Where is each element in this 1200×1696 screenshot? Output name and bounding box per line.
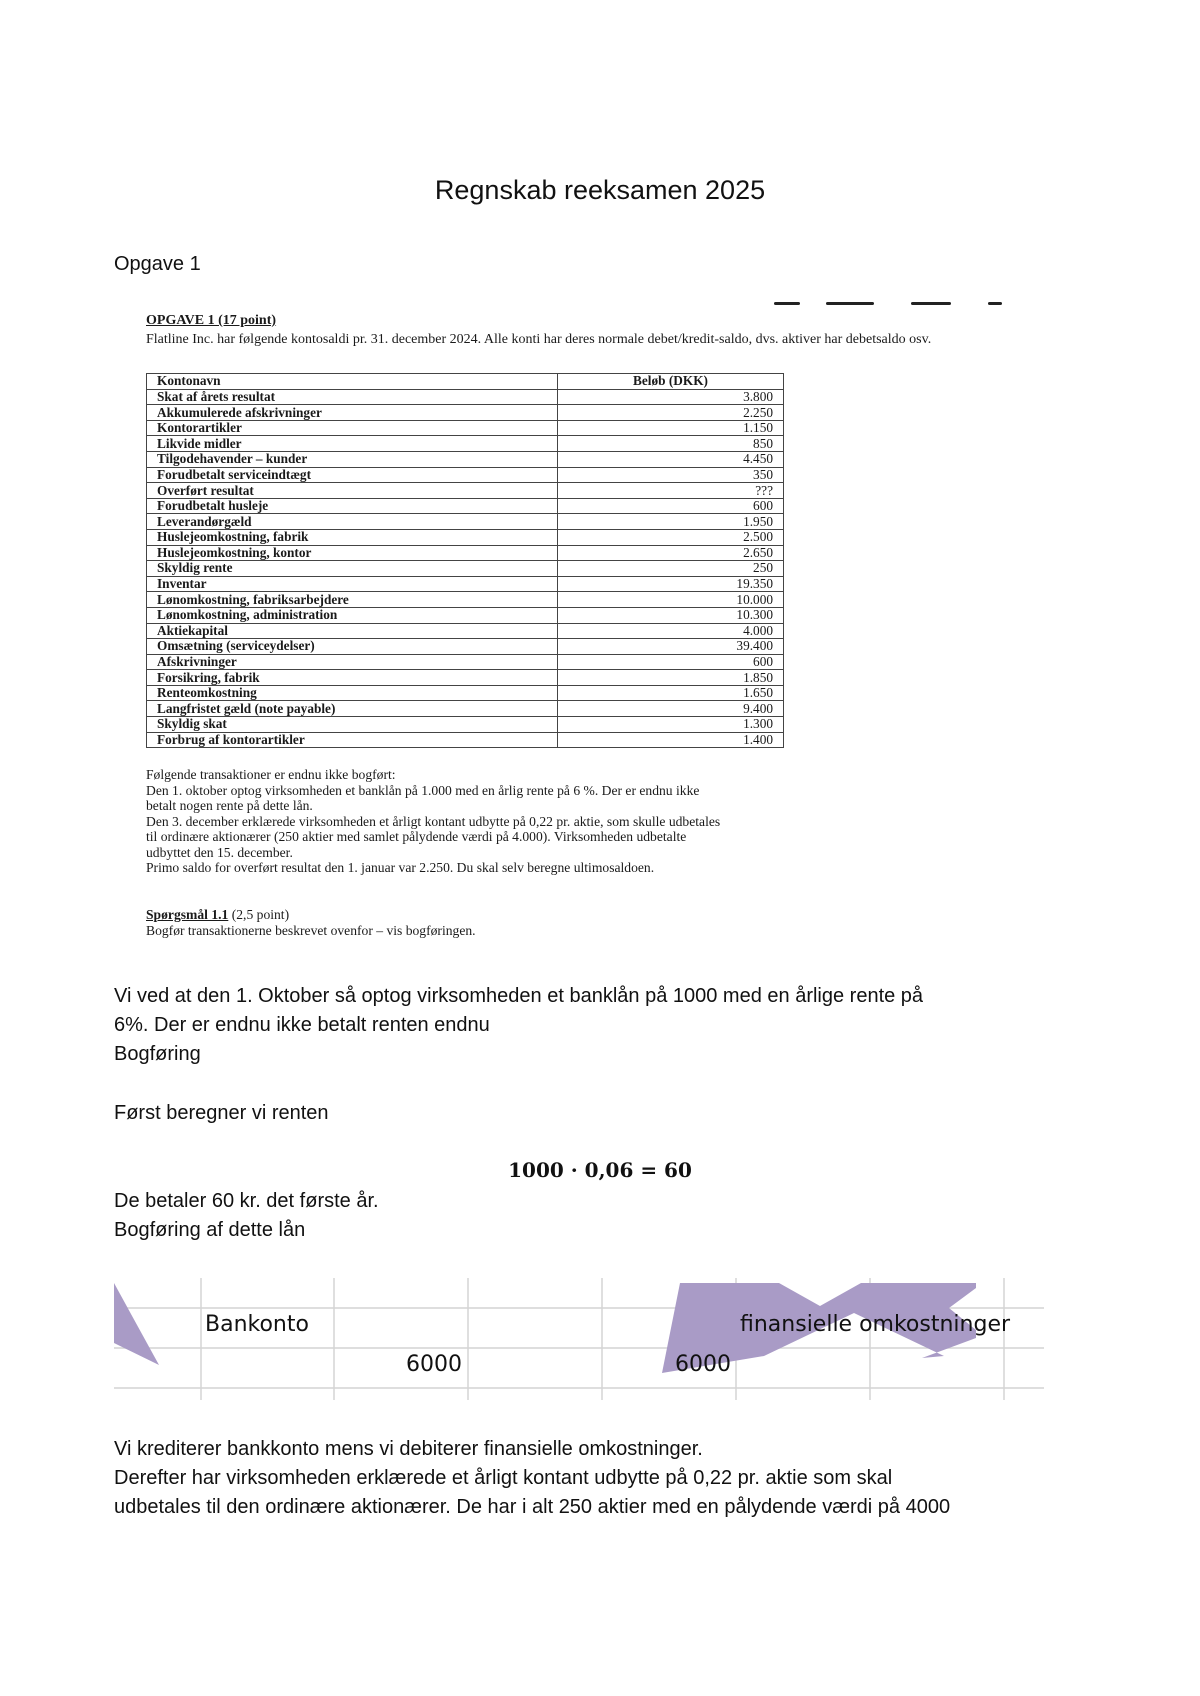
account-amount: 10.300 [558,607,784,623]
account-name: Skyldig rente [147,561,558,577]
text-line: De betaler 60 kr. det første år. [114,1190,379,1212]
account-name: Forudbetalt husleje [147,498,558,514]
credit-amount: 6000 [406,1352,462,1377]
answer-paragraph-3 [114,1187,1094,1245]
table-row [147,529,784,545]
text-line: 6%. Der er endnu ikke betalt renten endnu [114,1014,490,1036]
table-row [147,514,784,530]
account-name: Forsikring, fabrik [147,670,558,686]
account-name: Likvide midler [147,436,558,452]
account-amount: 10.000 [558,592,784,608]
account-amount: 1.400 [558,732,784,748]
account-amount: 3.800 [558,389,784,405]
text-line: Bogføring [114,1043,201,1065]
account-amount: 2.650 [558,545,784,561]
account-name: Renteomkostning [147,685,558,701]
answer-paragraph-2 [114,1099,1094,1128]
scan-heading: OPGAVE 1 (17 point) [146,313,277,328]
table-row [147,436,784,452]
account-amount: 600 [558,654,784,670]
table-row [147,701,784,717]
scan-intro: Flatline Inc. har følgende kontosaldi pr. 31. december 2024. Alle konti har deres normale debet/kredit-saldo, dvs. aktiver har debetsaldo osv. [146,332,932,347]
account-amount: 2.250 [558,405,784,421]
account-name: Leverandørgæld [147,514,558,530]
account-name: Tilgodehavender – kunder [147,451,558,467]
scan-transactions [146,767,1046,876]
table-row [147,639,784,655]
account-amount: 1.950 [558,514,784,530]
account-name: Kontorartikler [147,420,558,436]
transaction-line: Primo saldo for overført resultat den 1. januar var 2.250. Du skal selv beregne ultimosaldoen. [146,860,655,875]
account-name: Akkumulerede afskrivninger [147,405,558,421]
table-row [147,483,784,499]
account-amount: 19.350 [558,576,784,592]
scan-question [146,907,476,939]
table-row [147,389,784,405]
account-amount: 350 [558,467,784,483]
table-row [147,451,784,467]
table-row [147,467,784,483]
table-row [147,654,784,670]
table-row [147,561,784,577]
account-name: Aktiekapital [147,623,558,639]
table-row [147,576,784,592]
account-name: Skyldig skat [147,717,558,733]
account-name: Huslejeomkostning, kontor [147,545,558,561]
page-title: Regnskab reeksamen 2025 [434,175,766,205]
account-label-bank: Bankonto [205,1312,309,1337]
account-amount: 4.000 [558,623,784,639]
account-amount: 250 [558,561,784,577]
answer-paragraph-4 [114,1435,1094,1522]
table-row [147,405,784,421]
account-amount: 39.400 [558,639,784,655]
transaction-line: til ordinære aktionærer (250 aktier med samlet pålydende værdi på 4.000). Virksomheden udbetalte [146,829,687,844]
answer-paragraph-1 [114,982,1094,1069]
column-header-amount: Beløb (DKK) [558,374,784,390]
account-amount: 4.450 [558,451,784,467]
account-amount: 1.650 [558,685,784,701]
text-line: Derefter har virksomheden erklærede et årligt kontant udbytte på 0,22 pr. aktie som skal [114,1467,893,1489]
account-name: Lønomkostning, fabriksarbejdere [147,592,558,608]
account-amount: ??? [558,483,784,499]
t-account-grid [114,1278,1044,1400]
table-row [147,623,784,639]
section-label: Opgave 1 [114,253,201,275]
table-row [147,732,784,748]
text-line: udbetales til den ordinære aktionærer. De har i alt 250 aktier med en pålydende værdi på 4000 [114,1496,951,1518]
account-name: Overført resultat [147,483,558,499]
table-row [147,420,784,436]
account-amount: 1.300 [558,717,784,733]
question-text: Bogfør transaktionerne beskrevet ovenfor – vis bogføringen. [146,923,476,938]
account-amount: 600 [558,498,784,514]
debit-amount: 6000 [675,1352,731,1377]
account-amount: 850 [558,436,784,452]
scan-artifact-marks [756,300,1036,310]
account-name: Lønomkostning, administration [147,607,558,623]
text-line: Bogføring af dette lån [114,1219,306,1241]
transaction-line: Den 3. december erklærede virksomheden et årligt kontant udbytte på 0,22 pr. aktie, som skulle udbetales [146,813,721,829]
table-row [147,592,784,608]
t-account-snippet [114,1278,1044,1400]
interest-formula: 1000 · 0,06 = 60 [508,1158,692,1182]
question-heading: Spørgsmål 1.1 [146,907,229,922]
account-name: Omsætning (serviceydelser) [147,639,558,655]
account-name: Forbrug af kontorartikler [147,732,558,748]
account-amount: 2.500 [558,529,784,545]
account-amount: 1.150 [558,420,784,436]
account-amount: 1.850 [558,670,784,686]
account-name: Langfristet gæld (note payable) [147,701,558,717]
transaction-line: Den 1. oktober optog virksomheden et banklån på 1.000 med en årlig rente på 6 %. Der er endnu ikke [146,782,700,798]
transaction-line: udbyttet den 15. december. [146,844,293,860]
text-line: Først beregner vi renten [114,1102,329,1124]
table-row [147,717,784,733]
column-header-account: Kontonavn [147,374,558,390]
table-row [147,670,784,686]
account-name: Inventar [147,576,558,592]
table-row [147,607,784,623]
account-name: Forudbetalt serviceindtægt [147,467,558,483]
account-amount: 9.400 [558,701,784,717]
account-label-financial-costs: finansielle omkostninger [740,1312,1011,1337]
question-points: (2,5 point) [228,907,290,922]
table-row [147,545,784,561]
account-name: Skat af årets resultat [147,389,558,405]
transactions-intro: Følgende transaktioner er endnu ikke bogført: [146,767,396,782]
account-name: Afskrivninger [147,654,558,670]
table-row [147,685,784,701]
accounts-table [146,373,784,748]
text-line: Vi krediterer bankkonto mens vi debiterer finansielle omkostninger. [114,1438,703,1460]
text-line: Vi ved at den 1. Oktober så optog virksomheden et banklån på 1000 med en årlige rente på [114,985,924,1007]
transaction-line: betalt nogen rente på dette lån. [146,798,313,813]
table-row [147,498,784,514]
account-name: Huslejeomkostning, fabrik [147,529,558,545]
